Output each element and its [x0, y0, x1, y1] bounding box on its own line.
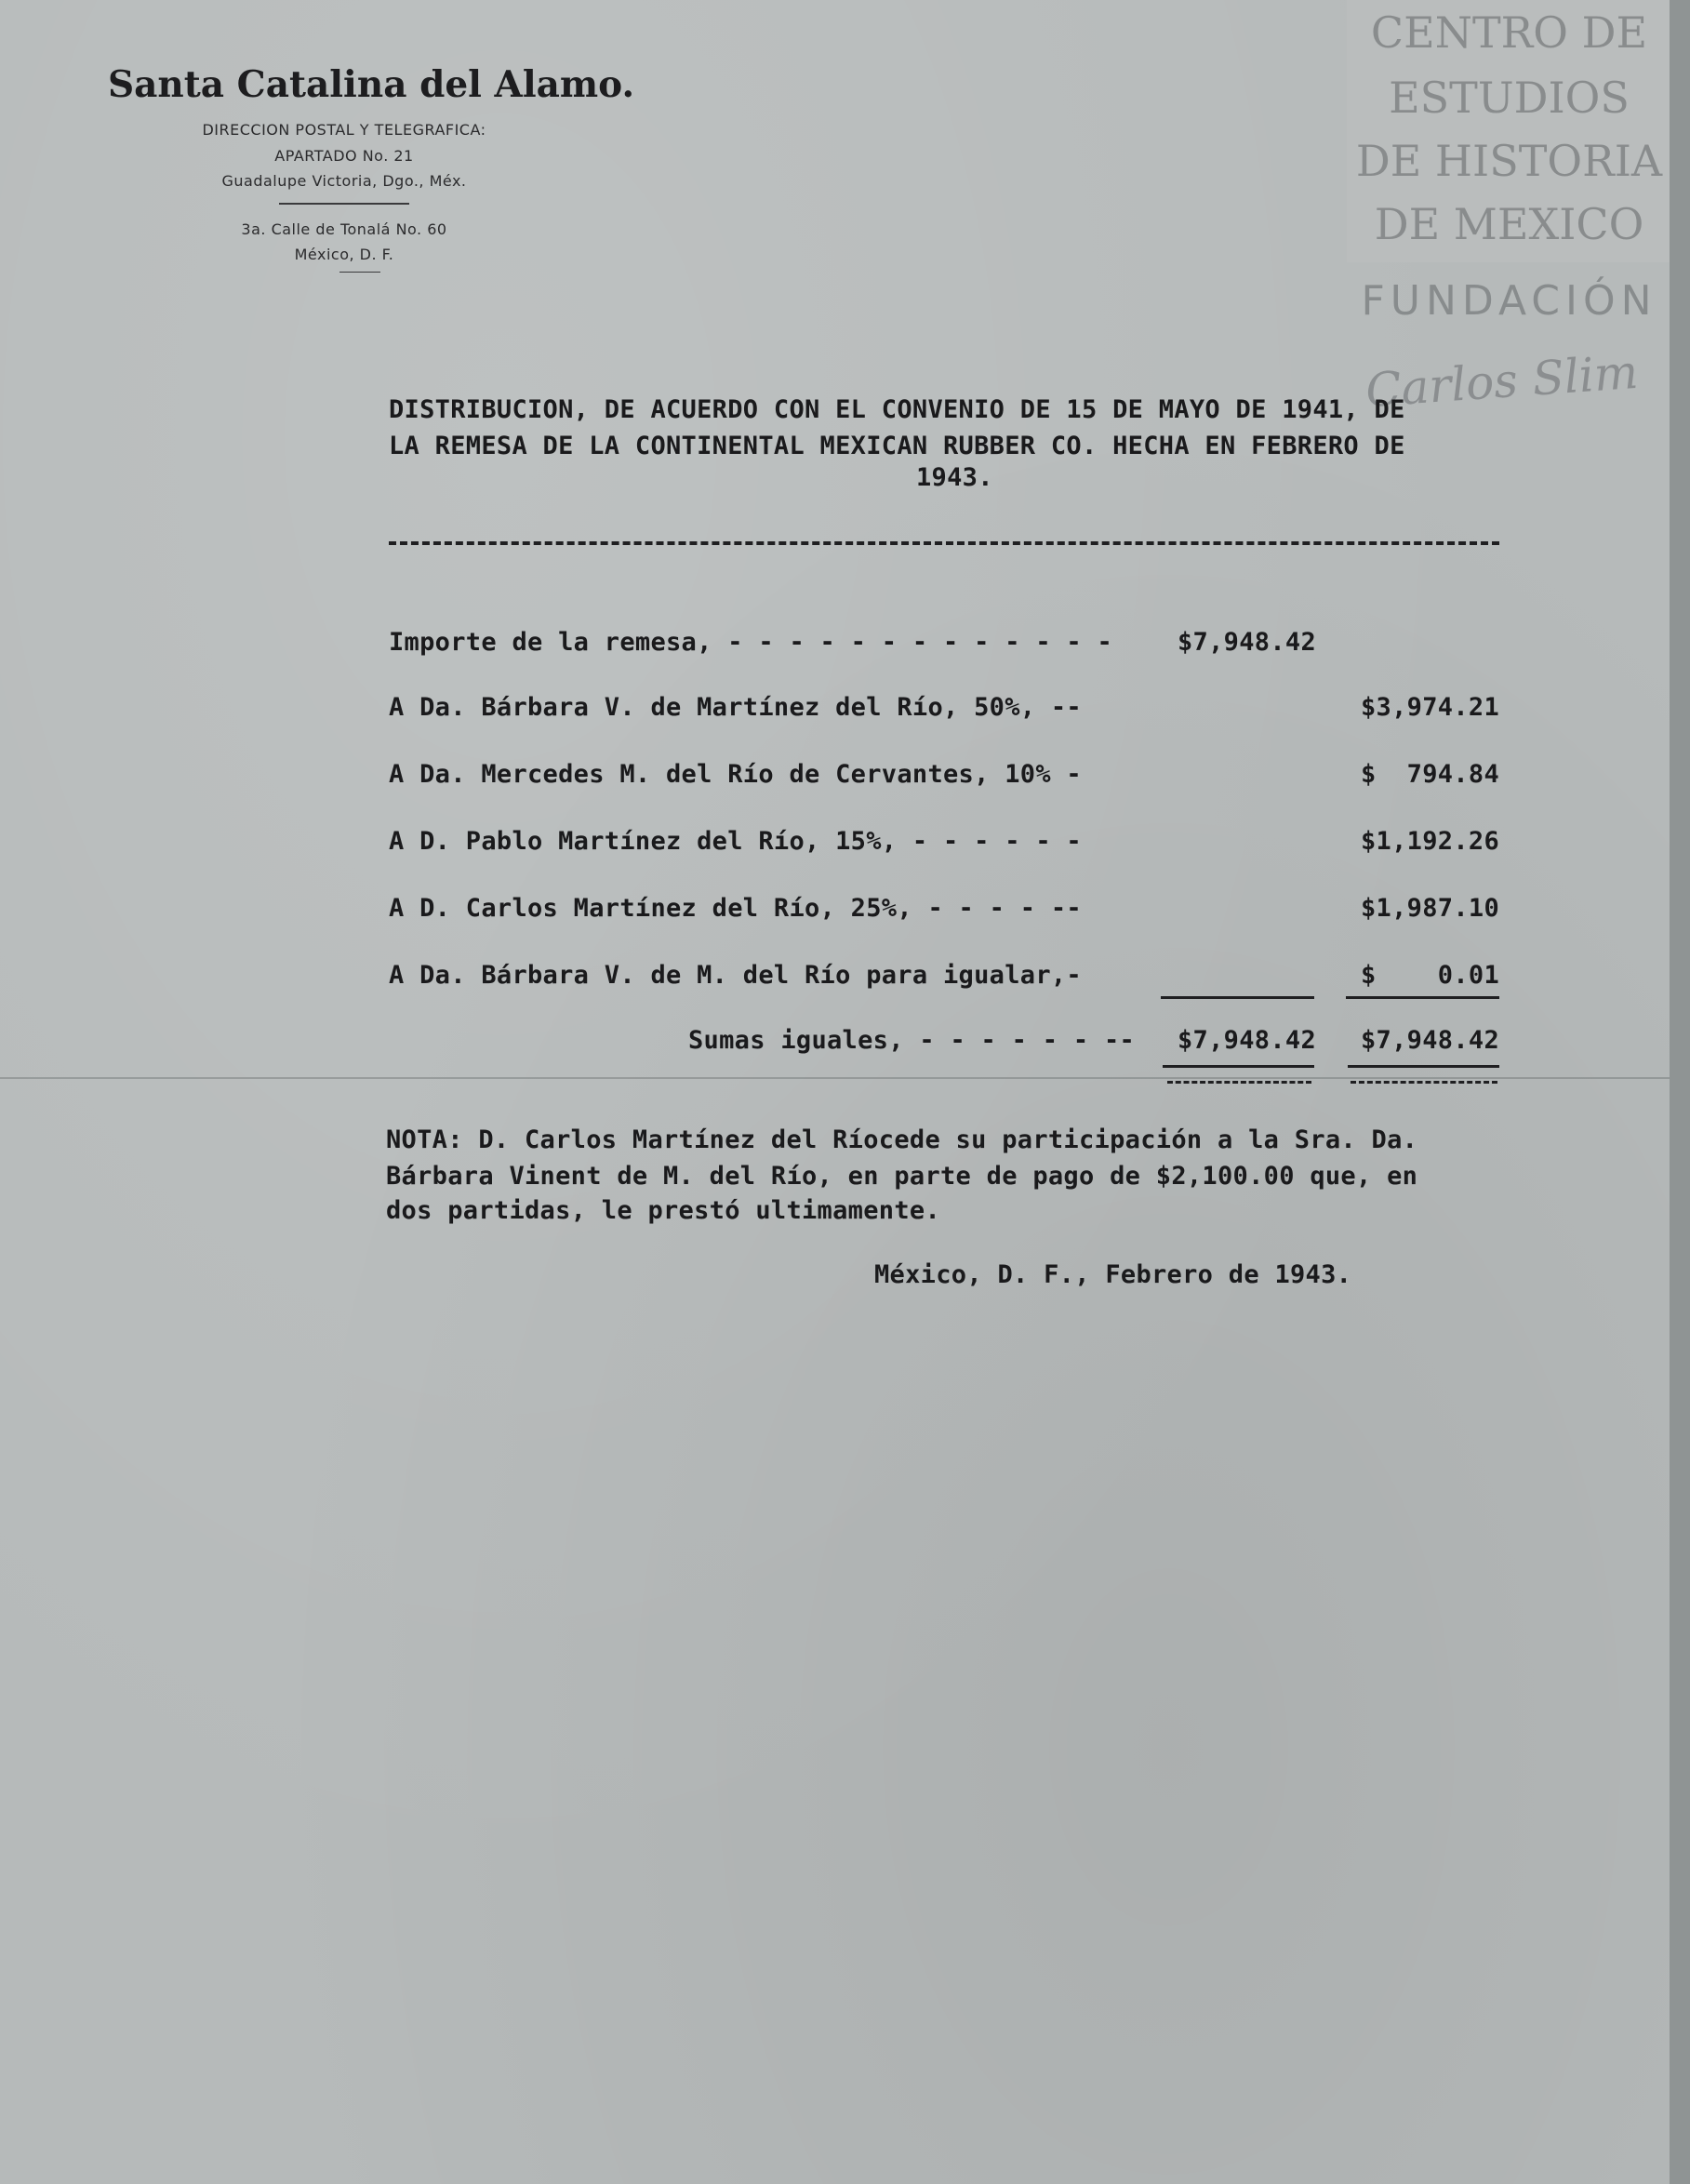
- heading-line: LA REMESA DE LA CONTINENTAL MEXICAN RUBBER CO. HECHA EN FEBRERO DE: [389, 432, 1405, 460]
- watermark-line: DE HISTORIA: [1355, 136, 1663, 186]
- letterhead-address-line: 3a. Calle de Tonalá No. 60: [241, 220, 447, 238]
- distribution-amount: $1,987.10: [1361, 894, 1499, 923]
- letterhead-postal-line: Guadalupe Victoria, Dgo., Méx.: [221, 172, 467, 190]
- letterhead-address-line: México, D. F.: [294, 246, 394, 263]
- distribution-amount: $ 0.01: [1361, 961, 1499, 990]
- paper-fold: [0, 1077, 1670, 1079]
- distribution-label: A D. Carlos Martínez del Río, 25%, - - - - --: [389, 894, 1082, 923]
- remittance-label: Importe de la remesa, - - - - - - - - - - - - -: [389, 628, 1113, 657]
- heading-line: 1943.: [916, 463, 993, 492]
- distribution-label: A Da. Mercedes M. del Río de Cervantes, 10% -: [389, 760, 1082, 789]
- page-edge: [1670, 0, 1690, 2184]
- note-line: dos partidas, le prestó ultimamente.: [386, 1196, 940, 1225]
- letterhead-company: Santa Catalina del Alamo.: [108, 63, 635, 106]
- watermark-line: CENTRO DE: [1370, 7, 1648, 58]
- letterhead-postal-line: DIRECCION POSTAL Y TELEGRAFICA:: [202, 121, 486, 139]
- distribution-label: A Da. Bárbara V. de Martínez del Río, 50%, --: [389, 693, 1082, 722]
- watermark-line: FUNDACIÓN: [1361, 277, 1657, 325]
- watermark-line: ESTUDIOS: [1389, 73, 1630, 123]
- total-double-rule: [1167, 1081, 1311, 1084]
- remittance-amount: $7,948.42: [1178, 628, 1316, 657]
- watermark-signature: Carlos Slim: [1364, 344, 1640, 419]
- separator-dashes: [389, 541, 1499, 545]
- distribution-label: A D. Pablo Martínez del Río, 15%, - - - - - -: [389, 827, 1082, 856]
- distribution-amount: $3,974.21: [1361, 693, 1499, 722]
- letterhead-postal-line: APARTADO No. 21: [274, 147, 414, 165]
- subtotal-rule: [1161, 996, 1314, 999]
- place-date: México, D. F., Febrero de 1943.: [874, 1260, 1352, 1289]
- note-line: Bárbara Vinent de M. del Río, en parte de pago de $2,100.00 que, en: [386, 1162, 1418, 1191]
- distribution-amount: $ 794.84: [1361, 760, 1499, 789]
- watermark-line: DE MEXICO: [1374, 199, 1644, 249]
- distribution-amount: $1,192.26: [1361, 827, 1499, 856]
- total-double-rule: [1351, 1081, 1497, 1084]
- total-double-rule: [1163, 1065, 1314, 1068]
- note-line: NOTA: D. Carlos Martínez del Ríocede su participación a la Sra. Da.: [386, 1125, 1418, 1154]
- total-double-rule: [1348, 1065, 1499, 1068]
- letterhead-divider: [279, 203, 409, 205]
- letterhead-divider: [339, 272, 380, 273]
- distribution-label: A Da. Bárbara V. de M. del Río para igualar,-: [389, 961, 1082, 990]
- subtotal-rule: [1346, 996, 1499, 999]
- totals-amount-left: $7,948.42: [1178, 1026, 1316, 1055]
- heading-line: DISTRIBUCION, DE ACUERDO CON EL CONVENIO DE 15 DE MAYO DE 1941, DE: [389, 395, 1405, 424]
- totals-amount-right: $7,948.42: [1361, 1026, 1499, 1055]
- totals-label: Sumas iguales, - - - - - - --: [688, 1026, 1136, 1055]
